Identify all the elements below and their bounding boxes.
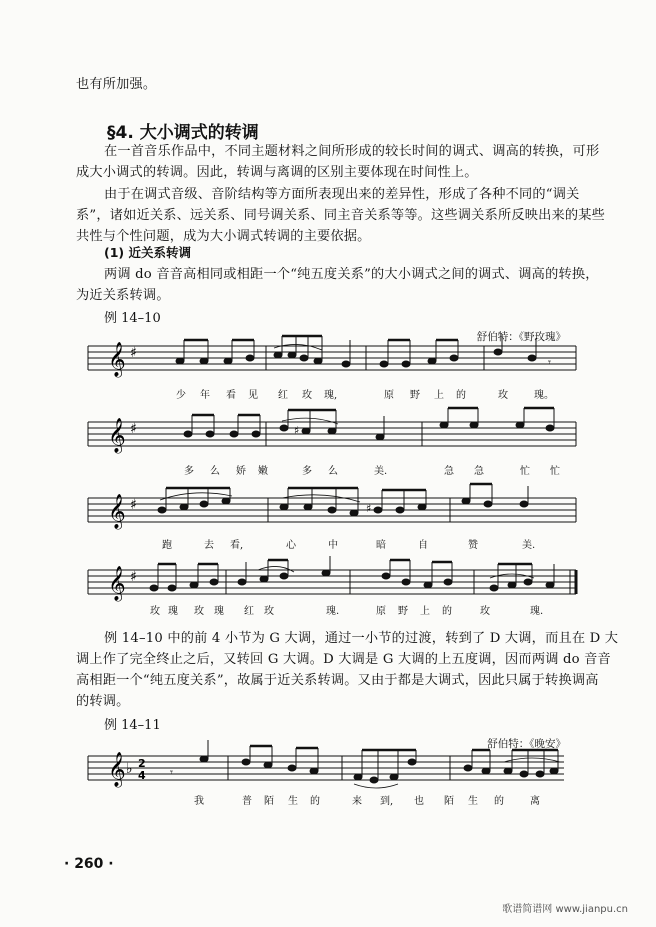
- svg-text:♯: ♯: [366, 502, 372, 515]
- paragraph-line: 高相距一个“纯五度关系”，故属于近关系转调。又由于都是大调式，因此只属于转换调高: [76, 673, 599, 688]
- lyric-syllable: 生: [288, 796, 298, 807]
- lyric-syllable: 普: [242, 796, 252, 807]
- lyric-syllable: 到,: [380, 796, 394, 807]
- lyric-syllable: 看: [226, 390, 236, 401]
- lyric-syllable: 瑰.: [530, 606, 544, 617]
- sharp-icon: ♯: [130, 569, 137, 585]
- music-staff: [88, 566, 578, 606]
- lyric-syllable: 原: [384, 390, 394, 401]
- rest-icon: 𝄾: [170, 766, 173, 779]
- lyric-syllable: 野: [398, 606, 408, 617]
- lyric-syllable: 瑰。: [534, 390, 554, 401]
- music-staff: [88, 752, 578, 792]
- lyric-syllable: 瑰: [168, 606, 178, 617]
- paragraph-line: 两调 do 音音高相同或相距一个“纯五度关系”的大小调式之间的调式、调高的转换，: [104, 267, 599, 282]
- composer-credit: 舒伯特：《野玫瑰》: [476, 331, 566, 343]
- intro-line: 也有所加强。: [76, 77, 157, 92]
- treble-clef-icon: 𝄞: [108, 494, 126, 529]
- lyric-syllable: 玫: [480, 606, 490, 617]
- treble-clef-icon: 𝄞: [108, 566, 126, 601]
- rest-icon: 𝄾: [548, 356, 551, 369]
- example-label: 例 14–11: [104, 718, 161, 733]
- treble-clef-icon: 𝄞: [108, 342, 126, 377]
- music-staff: [88, 418, 578, 458]
- music-staff: [88, 494, 578, 534]
- paragraph-line: 由于在调式音级、音阶结构等方面所表现出来的差异性，形成了各种不同的“调关: [104, 187, 580, 202]
- svg-text:2: 2: [138, 757, 146, 770]
- lyric-syllable: 原: [376, 606, 386, 617]
- lyric-syllable: 暗: [376, 540, 386, 551]
- music-staff: [88, 342, 578, 382]
- lyric-syllable: 心: [286, 540, 296, 551]
- lyric-syllable: 嫩: [258, 466, 268, 477]
- lyric-syllable: 红: [244, 606, 254, 617]
- lyric-syllable: 的: [494, 796, 504, 807]
- paragraph-line: 调上作了完全终止之后，又转回 G 大调。D 大调是 G 大调的上五度调，因而两调 do 音音: [76, 652, 611, 667]
- page-number: · 260 ·: [64, 856, 114, 872]
- lyric-syllable: 玫: [264, 606, 274, 617]
- lyric-syllable: 陌: [264, 796, 274, 807]
- paragraph-line: 成大小调式的转调。因此，转调与离调的区别主要体现在时间性上。: [76, 165, 478, 180]
- lyric-syllable: 玫: [194, 606, 204, 617]
- sharp-icon: ♯: [130, 421, 137, 437]
- lyric-syllable: 来: [352, 796, 362, 807]
- lyric-syllable: 上: [434, 390, 444, 401]
- svg-text:4: 4: [138, 769, 146, 782]
- lyric-syllable: 年: [200, 390, 210, 401]
- lyric-syllable: 多: [184, 466, 194, 477]
- lyric-syllable: 玫: [498, 390, 508, 401]
- lyric-syllable: 瑰,: [324, 390, 338, 401]
- paragraph-line: 例 14–10 中的前 4 小节为 G 大调，通过一小节的过渡，转到了 D 大调，而且在 D 大: [104, 631, 619, 646]
- lyric-syllable: 瑰.: [326, 606, 340, 617]
- lyric-syllable: 去: [204, 540, 214, 551]
- watermark: 歌谱简谱网 www.jianpu.cn: [502, 904, 628, 915]
- lyric-syllable: 也: [414, 796, 424, 807]
- lyric-syllable: 急: [474, 466, 484, 477]
- paragraph-line: 为近关系转调。: [76, 288, 170, 303]
- composer-credit: 舒伯特：《晚安》: [487, 738, 566, 750]
- flat-icon: ♭: [126, 761, 133, 777]
- lyric-syllable: 么: [210, 466, 220, 477]
- lyric-syllable: 少: [176, 390, 186, 401]
- lyric-syllable: 的: [310, 796, 320, 807]
- lyric-syllable: 上: [420, 606, 430, 617]
- lyric-syllable: 野: [410, 390, 420, 401]
- section-title: §4. 大小调式的转调: [107, 123, 259, 143]
- paragraph-line: 的转调。: [76, 694, 130, 709]
- lyric-syllable: 陌: [444, 796, 454, 807]
- lyric-syllable: 娇: [236, 466, 246, 477]
- svg-text:♯: ♯: [294, 424, 300, 437]
- lyric-syllable: 见: [248, 390, 258, 401]
- lyric-syllable: 中: [328, 540, 338, 551]
- sharp-icon: ♯: [130, 497, 137, 513]
- lyric-syllable: 离: [530, 796, 540, 807]
- lyric-syllable: 玫: [150, 606, 160, 617]
- lyric-syllable: 赞: [468, 540, 478, 551]
- lyric-syllable: 红: [278, 390, 288, 401]
- treble-clef-icon: 𝄞: [108, 752, 126, 787]
- paragraph-line: 系”，诸如近关系、远关系、同号调关系、同主音关系等等。这些调关系所反映出来的某些: [76, 208, 606, 223]
- lyric-syllable: 瑰: [214, 606, 224, 617]
- lyric-syllable: 我: [194, 796, 204, 807]
- lyric-syllable: 跑: [162, 540, 172, 551]
- example-label: 例 14–10: [104, 311, 161, 326]
- lyric-syllable: 急: [444, 466, 454, 477]
- lyric-syllable: 的: [442, 606, 452, 617]
- subsection-title: (1) 近关系转调: [104, 245, 191, 260]
- lyric-syllable: 的: [456, 390, 466, 401]
- lyric-syllable: 生: [468, 796, 478, 807]
- lyric-syllable: 多: [302, 466, 312, 477]
- lyric-syllable: 美.: [522, 540, 536, 551]
- lyric-syllable: 美.: [374, 466, 388, 477]
- lyric-syllable: 忙: [520, 466, 530, 477]
- lyric-syllable: 忙: [550, 466, 560, 477]
- lyric-syllable: 看,: [230, 540, 244, 551]
- sharp-icon: ♯: [130, 345, 137, 361]
- lyric-syllable: 么: [328, 466, 338, 477]
- paragraph-line: 在一首音乐作品中，不同主题材料之间所形成的较长时间的调式、调高的转换，可形: [104, 144, 600, 159]
- lyric-syllable: 玫: [302, 390, 312, 401]
- treble-clef-icon: 𝄞: [108, 418, 126, 453]
- lyric-syllable: 自: [418, 540, 428, 551]
- paragraph-line: 共性与个性问题，成为大小调式转调的主要依据。: [76, 229, 371, 244]
